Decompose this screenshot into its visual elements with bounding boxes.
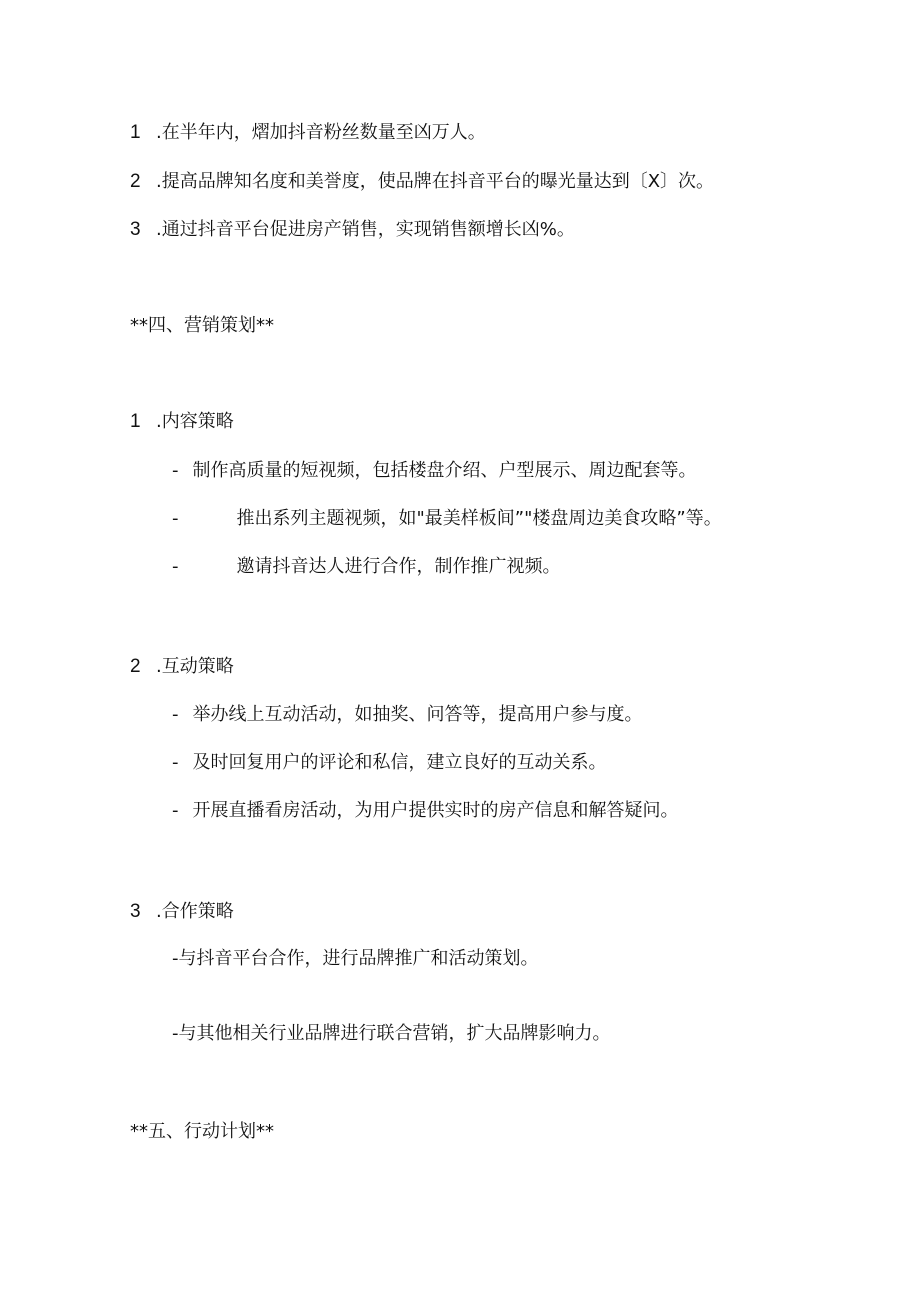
list-item [172,507,722,531]
dash-marker: - [172,752,179,773]
dash-marker: - [172,508,179,529]
list-item [172,947,539,971]
subsection-title: .合作策略 [156,901,234,922]
subsection-number: 1 [130,411,141,432]
goal-text: .通过抖音平台促进房产销售，实现销售额增长凶%。 [156,219,575,240]
list-item-text: 举办线上互动活动，如抽奖、问答等，提高用户参与度。 [192,704,643,725]
list-item-text: -与抖音平台合作，进行品牌推广和活动策划。 [172,948,539,969]
list-item [172,799,679,823]
subsection-title: .内容策略 [156,411,234,432]
dash-marker: - [172,460,179,481]
section-heading-marketing: **四、营销策划** [130,315,274,336]
list-item [172,703,643,727]
list-item-text: 开展直播看房活动，为用户提供实时的房产信息和解答疑问。 [192,800,679,821]
list-item-text: 制作高质量的短视频，包括楼盘介绍、户型展示、周边配套等。 [192,460,697,481]
subsection-number: 3 [130,901,141,922]
subsection-interaction-strategy [130,655,234,679]
subsection-title: .互动策略 [156,656,234,677]
list-item [172,555,561,579]
goal-number: 2 [130,171,141,192]
subsection-cooperation-strategy [130,900,234,924]
list-item-text: 及时回复用户的评论和私信，建立良好的互动关系。 [192,752,607,773]
goal-number: 3 [130,219,141,240]
subsection-number: 2 [130,656,141,677]
list-item [172,1022,611,1046]
goal-item-3 [130,218,575,242]
goal-text: .在半年内，熠加抖音粉丝数量至凶万人。 [156,122,486,143]
goal-item-2 [130,170,714,194]
dash-marker: - [172,800,179,821]
goal-text: .提高品牌知名度和美誉度，使品牌在抖音平台的曝光量达到〔X〕次。 [156,171,715,192]
goal-number: 1 [130,122,141,143]
goal-item-1 [130,121,486,145]
dash-marker: - [172,704,179,725]
list-item [172,751,607,775]
list-item-text: 邀请抖音达人进行合作，制作推广视频。 [236,556,561,577]
list-item-text: -与其他相关行业品牌进行联合营销，扩大品牌影响力。 [172,1023,611,1044]
subsection-content-strategy [130,410,234,434]
list-item-text: 推出系列主题视频，如"最美样板间”"楼盘周边美食攻略”等。 [236,508,722,529]
dash-marker: - [172,556,179,577]
list-item [172,459,697,483]
section-heading-action-plan: **五、行动计划** [130,1121,274,1142]
